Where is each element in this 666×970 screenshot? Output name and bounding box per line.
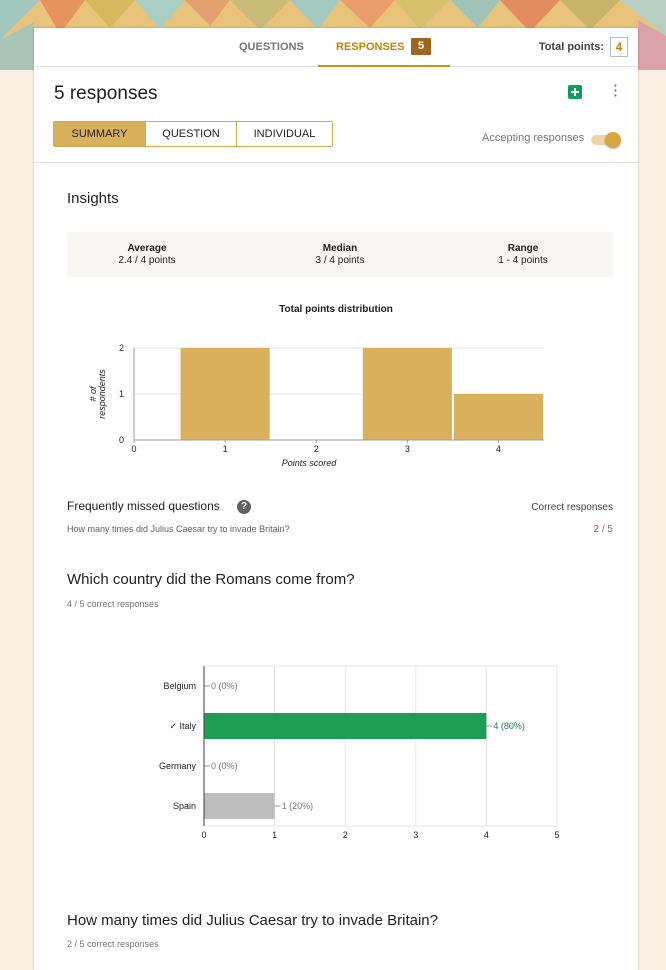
x-axis-title: Points scored [281, 458, 337, 468]
y-tick-label: 0 [118, 435, 124, 445]
help-icon[interactable]: ? [237, 500, 251, 514]
category-label: Germany [158, 761, 196, 771]
tab-individual[interactable]: INDIVIDUAL [236, 122, 332, 146]
stat-median-value: 3 / 4 points [315, 255, 365, 266]
page-title: 5 responses [54, 83, 158, 104]
stat-range [453, 243, 593, 267]
x-tick-label: 0 [201, 830, 207, 840]
chart-title: Total points distribution [279, 304, 393, 315]
missed-question-link[interactable]: How many times did Julius Caesar try to invade Britain? [67, 524, 290, 534]
data-label: 0 (0%) [211, 681, 238, 691]
view-tab-group [53, 121, 333, 147]
accepting-responses-label: Accepting responses [482, 132, 585, 144]
data-label: 4 (80%) [493, 721, 525, 731]
top-tab-bar [34, 28, 638, 67]
spreadsheet-icon[interactable] [568, 85, 582, 99]
x-tick-label: 0 [131, 444, 137, 454]
responses-count-badge: 5 [411, 38, 431, 55]
question-2-title: How many times did Julius Caesar try to invade Britain? [67, 912, 438, 929]
stat-range-value: 1 - 4 points [498, 255, 548, 266]
total-points-label: Total points: [538, 41, 604, 53]
category-label: Belgium [163, 681, 196, 691]
bar-points-4 [454, 394, 543, 440]
answer-bar [204, 793, 275, 819]
y-tick-label: 2 [118, 343, 124, 353]
x-tick-label: 3 [404, 444, 410, 454]
correct-responses-header: Correct responses [531, 502, 613, 513]
x-tick-label: 5 [554, 830, 560, 840]
stat-average-label: Average [127, 243, 167, 254]
missed-question-score [594, 524, 613, 535]
question-1-title: Which country did the Romans come from? [67, 571, 355, 588]
more-vert-icon[interactable]: ⋮ [608, 82, 623, 99]
category-label: Spain [172, 801, 196, 811]
missed-correct-count: 2 [593, 524, 600, 535]
category-label: ✓ Italy [169, 721, 196, 731]
answer-bar [204, 713, 486, 739]
divider [34, 162, 638, 163]
total-points-value: 4 [610, 37, 628, 57]
x-tick-label: 2 [342, 830, 348, 840]
x-tick-label: 4 [495, 444, 501, 454]
x-tick-label: 2 [313, 444, 319, 454]
x-tick-label: 1 [272, 830, 278, 840]
data-label: 0 (0%) [211, 761, 238, 771]
stat-range-label: Range [507, 243, 539, 254]
y-axis-title: # ofrespondents [88, 369, 107, 419]
insights-stats [67, 232, 613, 277]
stat-average [77, 243, 217, 267]
tab-summary[interactable]: SUMMARY [54, 122, 145, 146]
bar-points-1 [181, 348, 270, 440]
points-distribution-chart [34, 328, 638, 478]
stat-median [270, 243, 410, 267]
missed-questions-title: Frequently missed questions [67, 499, 220, 513]
x-tick-label: 4 [483, 830, 489, 840]
country-answers-chart [34, 628, 638, 840]
stat-median-label: Median [322, 243, 358, 254]
stat-average-value: 2.4 / 4 points [118, 255, 176, 266]
total-points [539, 28, 628, 66]
question-1-subtitle: 4 / 5 correct responses [67, 599, 159, 609]
tab-questions[interactable]: QUESTIONS [239, 41, 304, 53]
insights-title: Insights [67, 190, 119, 207]
question-2-subtitle: 2 / 5 correct responses [67, 939, 159, 949]
bar-points-3 [363, 348, 452, 440]
responses-card [34, 28, 638, 970]
data-label: 1 (20%) [281, 801, 314, 811]
tab-responses-label: RESPONSES [336, 41, 405, 53]
tab-responses[interactable] [318, 28, 450, 67]
y-tick-label: 1 [118, 389, 124, 399]
missed-total: / 5 [601, 524, 613, 535]
x-tick-label: 1 [222, 444, 228, 454]
accepting-responses-toggle[interactable] [591, 132, 621, 146]
tab-question[interactable]: QUESTION [145, 122, 236, 146]
x-tick-label: 3 [413, 830, 419, 840]
